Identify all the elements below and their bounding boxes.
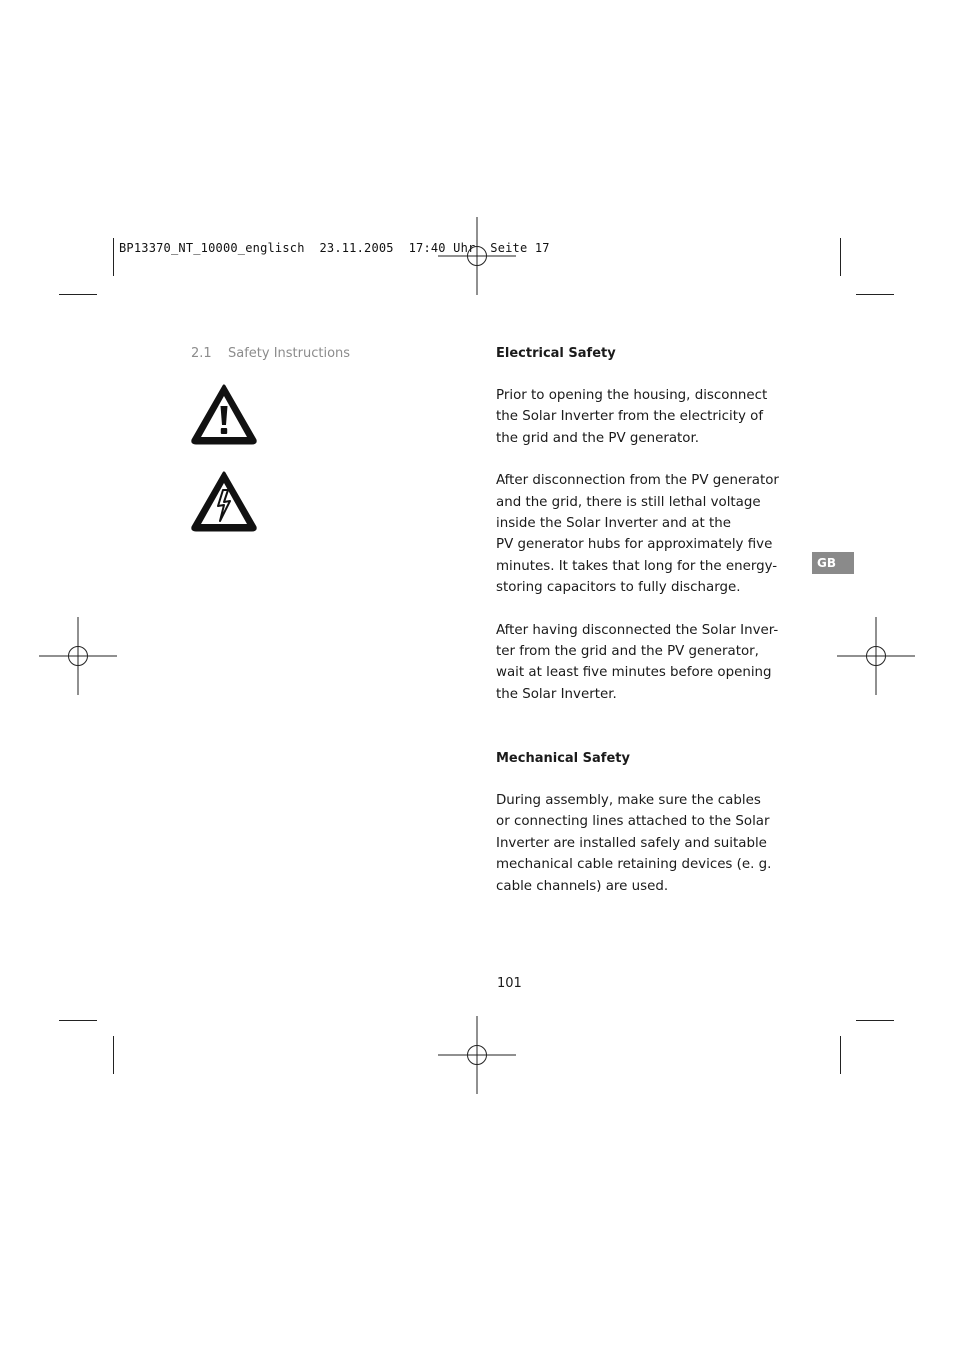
slug-time: 17:40 Uhr — [408, 241, 476, 255]
crop-mark — [59, 1020, 97, 1021]
electrical-safety-section — [496, 343, 786, 705]
crop-mark — [113, 238, 114, 276]
text-line: ter from the grid and the PV generator, — [496, 644, 759, 660]
crop-mark — [856, 1020, 894, 1021]
section-heading — [191, 346, 350, 361]
general-warning-icon — [189, 382, 259, 446]
text-line: PV generator hubs for approximately five — [496, 537, 773, 553]
mechanical-paragraph-1 — [496, 790, 786, 897]
mechanical-safety-section — [496, 748, 786, 897]
text-line: or connecting lines attached to the Solar — [496, 814, 770, 830]
text-line: the grid and the PV generator. — [496, 430, 700, 446]
electrical-paragraph-2 — [496, 470, 786, 598]
language-tab: GB — [812, 552, 854, 574]
registration-mark-icon — [438, 217, 516, 295]
text-line: cable channels) are used. — [496, 878, 669, 894]
section-title: Safety Instructions — [228, 346, 351, 361]
text-line: the Solar Inverter from the electricity of — [496, 409, 764, 425]
electrical-safety-heading: Electrical Safety — [496, 346, 616, 361]
page-number: 101 — [497, 976, 522, 991]
electrical-paragraph-3 — [496, 620, 786, 706]
registration-mark-icon — [438, 1016, 516, 1094]
slug-page: Seite 17 — [490, 241, 550, 255]
text-line: the Solar Inverter. — [496, 686, 617, 702]
crop-mark — [856, 294, 894, 295]
slug-date: 23.11.2005 — [319, 241, 394, 255]
text-line: storing capacitors to fully discharge. — [496, 580, 741, 596]
mechanical-safety-heading: Mechanical Safety — [496, 751, 630, 766]
crop-mark — [59, 294, 97, 295]
electrical-paragraph-1 — [496, 385, 786, 449]
text-line: inside the Solar Inverter and at the — [496, 516, 732, 532]
text-line: Prior to opening the housing, disconnect — [496, 388, 768, 403]
crop-mark — [840, 238, 841, 276]
registration-mark-icon — [39, 617, 117, 695]
crop-mark — [840, 1036, 841, 1074]
text-line: wait at least five minutes before opening — [496, 665, 772, 681]
electrical-hazard-icon — [189, 469, 259, 533]
text-line: Inverter are installed safely and suitable — [496, 835, 767, 851]
text-line: and the grid, there is still lethal voltage — [496, 494, 761, 510]
text-line: minutes. It takes that long for the energy- — [496, 558, 778, 574]
registration-mark-icon — [837, 617, 915, 695]
text-line: mechanical cable retaining devices (e. g. — [496, 857, 772, 873]
text-line: After having disconnected the Solar Inver- — [496, 622, 779, 638]
slug-file: BP13370_NT_10000_englisch — [119, 241, 305, 255]
print-slug — [119, 241, 550, 255]
text-line: After disconnection from the PV generator — [496, 473, 779, 489]
text-line: During assembly, make sure the cables — [496, 793, 761, 808]
crop-mark — [113, 1036, 114, 1074]
section-number: 2.1 — [191, 346, 212, 361]
